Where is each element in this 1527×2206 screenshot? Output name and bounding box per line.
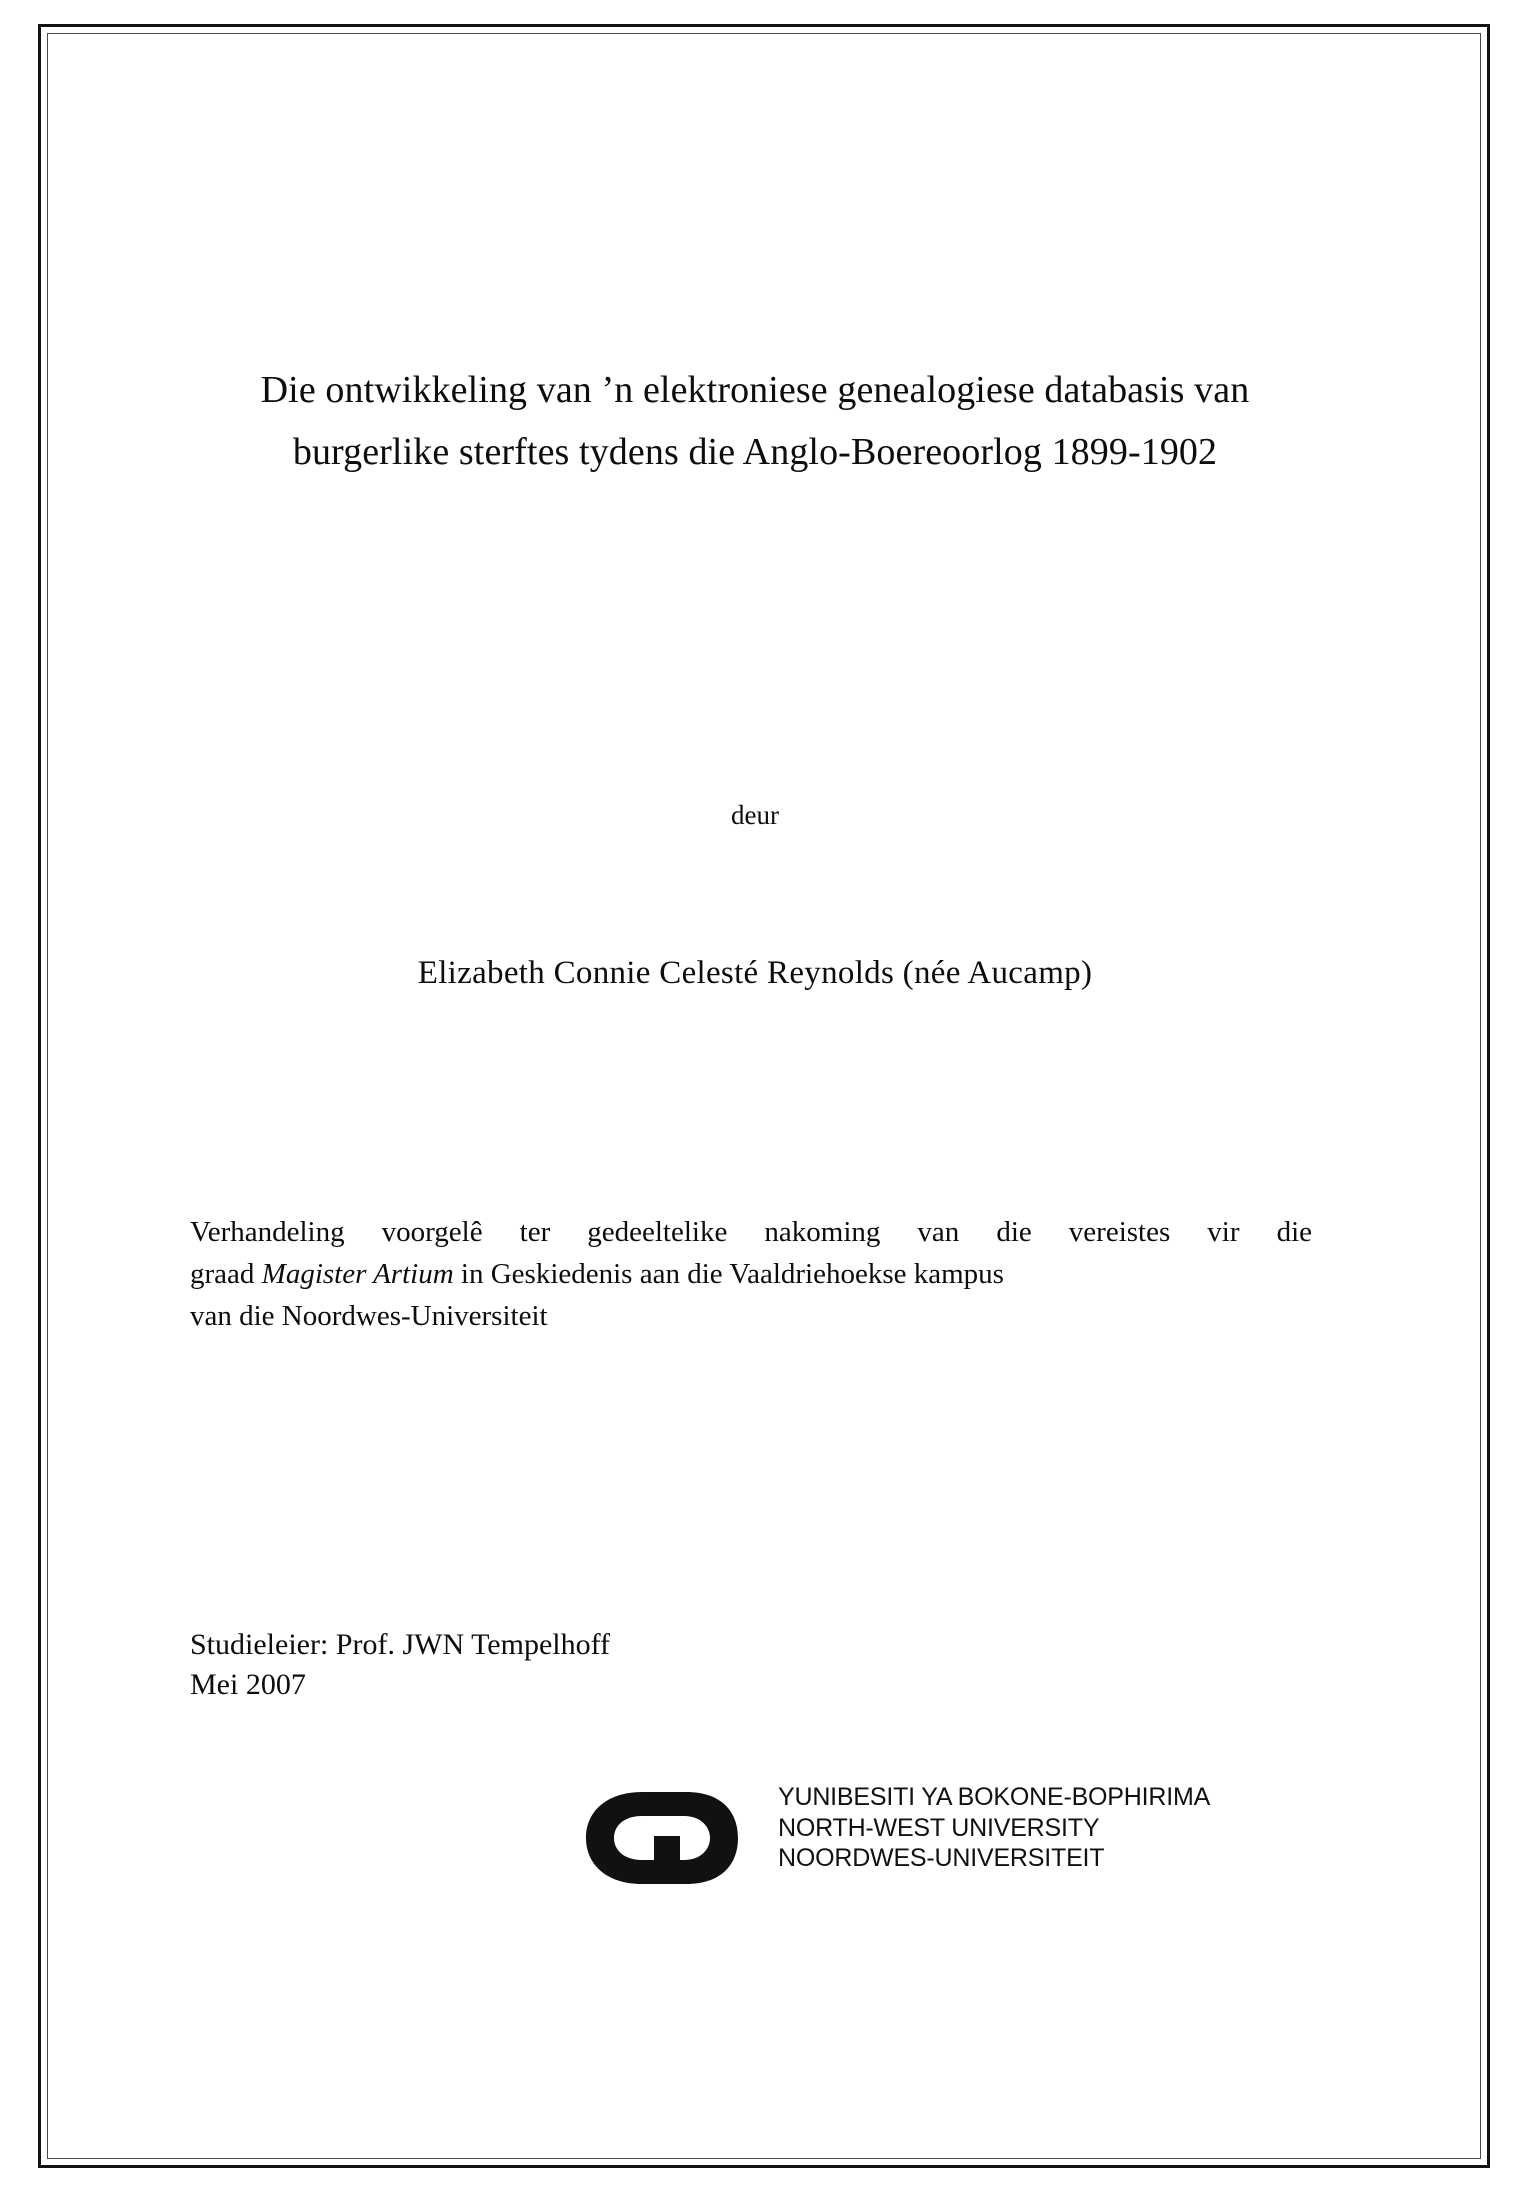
statement-degree-italic: Magister Artium bbox=[261, 1257, 454, 1290]
byline-label: deur bbox=[731, 800, 779, 830]
logo-text-block bbox=[778, 1782, 1210, 1874]
statement-line-2-prefix: graad bbox=[190, 1257, 262, 1290]
supervisor-line: Studieleier: Prof. JWN Tempelhoff bbox=[190, 1628, 611, 1661]
author-name: Elizabeth Connie Celesté Reynolds (née Aucamp) bbox=[417, 955, 1093, 991]
degree-statement bbox=[190, 1212, 1312, 1337]
date-line: Mei 2007 bbox=[190, 1667, 306, 1701]
page-title bbox=[190, 360, 1320, 483]
supervisor-and-date bbox=[190, 1625, 1190, 1705]
statement-line-2-suffix: in Geskiedenis aan die Vaaldriehoekse kampus bbox=[453, 1257, 1004, 1290]
title-line-2: burgerlike sterftes tydens die Anglo-Boereoorlog 1899-1902 bbox=[292, 430, 1218, 473]
statement-line-3: van die Noordwes-Universiteit bbox=[190, 1299, 548, 1332]
logo-line-english: NORTH-WEST UNIVERSITY bbox=[778, 1813, 1100, 1842]
page-content bbox=[150, 0, 1350, 2206]
statement-line-2 bbox=[190, 1254, 1312, 1296]
title-line-1: Die ontwikkeling van ’n elektroniese genealogiese databasis van bbox=[260, 369, 1250, 411]
nwu-logo-icon bbox=[580, 1786, 770, 1890]
logo-line-afrikaans: NOORDWES-UNIVERSITEIT bbox=[778, 1844, 1105, 1872]
statement-line-1: Verhandeling voorgelê ter gedeeltelike nakoming van die vereistes vir die bbox=[190, 1216, 1312, 1248]
university-logo bbox=[580, 1780, 1340, 1910]
logo-line-setswana: YUNIBESITI YA BOKONE-BOPHIRIMA bbox=[778, 1783, 1211, 1811]
